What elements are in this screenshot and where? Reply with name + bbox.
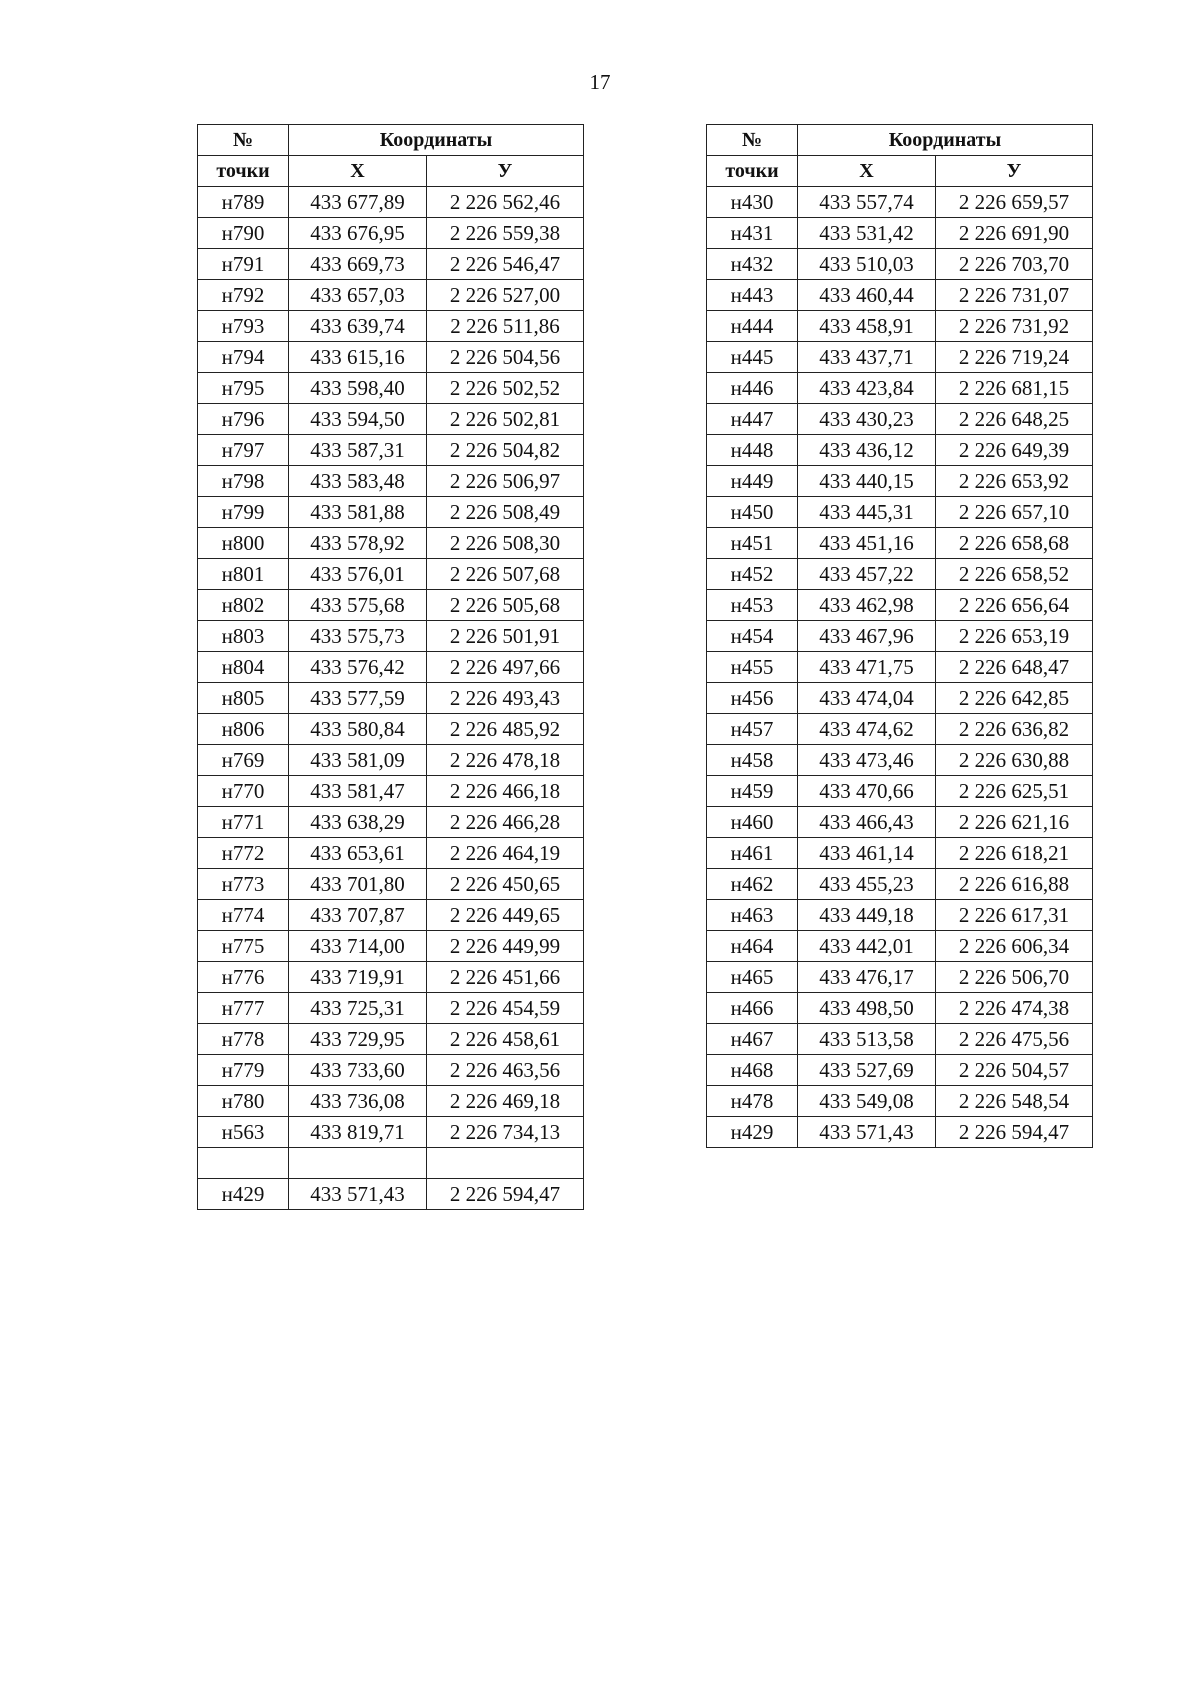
point-id-cell: н797 [198, 435, 289, 466]
table-row [198, 621, 584, 652]
y-coordinate-cell: 2 226 734,13 [427, 1117, 584, 1148]
table-row [198, 404, 584, 435]
y-coordinate-cell: 2 226 648,25 [936, 404, 1093, 435]
y-coordinate-cell: 2 226 606,34 [936, 931, 1093, 962]
x-coordinate-cell: 433 430,23 [798, 404, 936, 435]
point-id-cell: н478 [707, 1086, 798, 1117]
x-coordinate-cell: 433 445,31 [798, 497, 936, 528]
header-coordinates: Координаты [289, 125, 584, 156]
table-row [707, 280, 1093, 311]
point-id-cell: н430 [707, 187, 798, 218]
point-id-cell: н443 [707, 280, 798, 311]
point-id-cell: н802 [198, 590, 289, 621]
y-coordinate-cell: 2 226 506,70 [936, 962, 1093, 993]
x-coordinate-cell: 433 578,92 [289, 528, 427, 559]
x-coordinate-cell: 433 653,61 [289, 838, 427, 869]
point-id-cell: н769 [198, 745, 289, 776]
table-row [198, 1179, 584, 1210]
table-row [198, 931, 584, 962]
point-id-cell: н804 [198, 652, 289, 683]
point-id-cell: н466 [707, 993, 798, 1024]
table-row [707, 745, 1093, 776]
point-id-cell: н450 [707, 497, 798, 528]
point-id-cell: н429 [198, 1179, 289, 1210]
point-id-cell: н468 [707, 1055, 798, 1086]
y-coordinate-cell: 2 226 630,88 [936, 745, 1093, 776]
table-row [198, 1117, 584, 1148]
table-row [707, 218, 1093, 249]
point-id-cell: н454 [707, 621, 798, 652]
table-row [707, 435, 1093, 466]
point-id-cell: н795 [198, 373, 289, 404]
x-coordinate-cell: 433 577,59 [289, 683, 427, 714]
x-coordinate-cell: 433 576,01 [289, 559, 427, 590]
x-coordinate-cell: 433 615,16 [289, 342, 427, 373]
point-id-cell: н457 [707, 714, 798, 745]
y-coordinate-cell: 2 226 656,64 [936, 590, 1093, 621]
x-coordinate-cell: 433 669,73 [289, 249, 427, 280]
point-id-cell: н800 [198, 528, 289, 559]
point-id-cell: н803 [198, 621, 289, 652]
x-coordinate-cell: 433 440,15 [798, 466, 936, 497]
table-row [707, 962, 1093, 993]
header-x: X [289, 156, 427, 187]
y-coordinate-cell: 2 226 653,19 [936, 621, 1093, 652]
x-coordinate-cell: 433 423,84 [798, 373, 936, 404]
y-coordinate-cell: 2 226 621,16 [936, 807, 1093, 838]
point-id-cell: н778 [198, 1024, 289, 1055]
point-id-cell: н431 [707, 218, 798, 249]
y-coordinate-cell: 2 226 508,30 [427, 528, 584, 559]
table-row [707, 900, 1093, 931]
y-coordinate-cell: 2 226 504,57 [936, 1055, 1093, 1086]
point-id-cell [198, 1148, 289, 1179]
x-coordinate-cell: 433 531,42 [798, 218, 936, 249]
y-coordinate-cell: 2 226 474,38 [936, 993, 1093, 1024]
y-coordinate-cell: 2 226 450,65 [427, 869, 584, 900]
table-row [707, 652, 1093, 683]
y-coordinate-cell: 2 226 546,47 [427, 249, 584, 280]
table-row [198, 683, 584, 714]
table-row [198, 435, 584, 466]
table-row [198, 652, 584, 683]
table-row [198, 311, 584, 342]
y-coordinate-cell: 2 226 485,92 [427, 714, 584, 745]
x-coordinate-cell: 433 474,62 [798, 714, 936, 745]
y-coordinate-cell: 2 226 458,61 [427, 1024, 584, 1055]
x-coordinate-cell: 433 677,89 [289, 187, 427, 218]
point-id-cell: н444 [707, 311, 798, 342]
point-id-cell: н445 [707, 342, 798, 373]
y-coordinate-cell: 2 226 653,92 [936, 466, 1093, 497]
table-header [707, 125, 1093, 187]
point-id-cell: н456 [707, 683, 798, 714]
y-coordinate-cell: 2 226 504,56 [427, 342, 584, 373]
y-coordinate-cell: 2 226 506,97 [427, 466, 584, 497]
x-coordinate-cell: 433 638,29 [289, 807, 427, 838]
table-row [198, 187, 584, 218]
point-id-cell: н776 [198, 962, 289, 993]
point-id-cell: н462 [707, 869, 798, 900]
x-coordinate-cell: 433 436,12 [798, 435, 936, 466]
table-row [707, 373, 1093, 404]
y-coordinate-cell: 2 226 559,38 [427, 218, 584, 249]
table-row [707, 187, 1093, 218]
x-coordinate-cell: 433 587,31 [289, 435, 427, 466]
header-point: точки [198, 156, 289, 187]
point-id-cell: н447 [707, 404, 798, 435]
header-coordinates: Координаты [798, 125, 1093, 156]
header-num-sign: № [707, 125, 798, 156]
y-coordinate-cell: 2 226 616,88 [936, 869, 1093, 900]
point-id-cell: н777 [198, 993, 289, 1024]
point-id-cell: н796 [198, 404, 289, 435]
table-row [198, 993, 584, 1024]
x-coordinate-cell: 433 513,58 [798, 1024, 936, 1055]
table-row [707, 931, 1093, 962]
x-coordinate-cell: 433 575,73 [289, 621, 427, 652]
table-row [198, 776, 584, 807]
y-coordinate-cell: 2 226 451,66 [427, 962, 584, 993]
point-id-cell: н463 [707, 900, 798, 931]
table-row [198, 466, 584, 497]
x-coordinate-cell: 433 466,43 [798, 807, 936, 838]
x-coordinate-cell: 433 581,47 [289, 776, 427, 807]
table-row [707, 1024, 1093, 1055]
x-coordinate-cell: 433 707,87 [289, 900, 427, 931]
y-coordinate-cell: 2 226 562,46 [427, 187, 584, 218]
x-coordinate-cell: 433 557,74 [798, 187, 936, 218]
point-id-cell: н805 [198, 683, 289, 714]
point-id-cell: н798 [198, 466, 289, 497]
y-coordinate-cell: 2 226 625,51 [936, 776, 1093, 807]
table-row [198, 218, 584, 249]
table-row [707, 404, 1093, 435]
y-coordinate-cell: 2 226 657,10 [936, 497, 1093, 528]
x-coordinate-cell: 433 736,08 [289, 1086, 427, 1117]
y-coordinate-cell: 2 226 475,56 [936, 1024, 1093, 1055]
point-id-cell: н789 [198, 187, 289, 218]
x-coordinate-cell: 433 576,42 [289, 652, 427, 683]
table-row [198, 745, 584, 776]
header-y: У [427, 156, 584, 187]
table-header [198, 125, 584, 187]
x-coordinate-cell: 433 462,98 [798, 590, 936, 621]
x-coordinate-cell: 433 598,40 [289, 373, 427, 404]
x-coordinate-cell: 433 442,01 [798, 931, 936, 962]
y-coordinate-cell: 2 226 469,18 [427, 1086, 584, 1117]
table-row [198, 249, 584, 280]
point-id-cell: н458 [707, 745, 798, 776]
point-id-cell: н429 [707, 1117, 798, 1148]
table-row [198, 900, 584, 931]
table-row [707, 559, 1093, 590]
x-coordinate-cell: 433 583,48 [289, 466, 427, 497]
y-coordinate-cell: 2 226 449,65 [427, 900, 584, 931]
table-row [707, 342, 1093, 373]
table-row [707, 249, 1093, 280]
table-row [198, 590, 584, 621]
y-coordinate-cell: 2 226 497,66 [427, 652, 584, 683]
y-coordinate-cell: 2 226 731,07 [936, 280, 1093, 311]
y-coordinate-cell [427, 1148, 584, 1179]
table-body-right [707, 187, 1093, 1148]
y-coordinate-cell: 2 226 648,47 [936, 652, 1093, 683]
point-id-cell: н452 [707, 559, 798, 590]
table-row [198, 1055, 584, 1086]
table-row [198, 559, 584, 590]
header-x: X [798, 156, 936, 187]
point-id-cell: н455 [707, 652, 798, 683]
point-id-cell: н806 [198, 714, 289, 745]
x-coordinate-cell: 433 719,91 [289, 962, 427, 993]
y-coordinate-cell: 2 226 501,91 [427, 621, 584, 652]
y-coordinate-cell: 2 226 636,82 [936, 714, 1093, 745]
point-id-cell: н771 [198, 807, 289, 838]
table-row [707, 838, 1093, 869]
x-coordinate-cell: 433 451,16 [798, 528, 936, 559]
header-num-sign: № [198, 125, 289, 156]
x-coordinate-cell: 433 571,43 [798, 1117, 936, 1148]
table-row [198, 962, 584, 993]
x-coordinate-cell: 433 580,84 [289, 714, 427, 745]
table-row [198, 373, 584, 404]
y-coordinate-cell: 2 226 594,47 [936, 1117, 1093, 1148]
x-coordinate-cell: 433 714,00 [289, 931, 427, 962]
point-id-cell: н461 [707, 838, 798, 869]
table-row [707, 311, 1093, 342]
table-row [198, 342, 584, 373]
table-row [707, 714, 1093, 745]
x-coordinate-cell: 433 594,50 [289, 404, 427, 435]
x-coordinate-cell: 433 527,69 [798, 1055, 936, 1086]
table-row [198, 1024, 584, 1055]
table-row [707, 1055, 1093, 1086]
x-coordinate-cell: 433 581,88 [289, 497, 427, 528]
y-coordinate-cell: 2 226 507,68 [427, 559, 584, 590]
y-coordinate-cell: 2 226 478,18 [427, 745, 584, 776]
x-coordinate-cell [289, 1148, 427, 1179]
table-row [198, 869, 584, 900]
point-id-cell: н801 [198, 559, 289, 590]
x-coordinate-cell: 433 819,71 [289, 1117, 427, 1148]
table-row [707, 993, 1093, 1024]
table-row [198, 497, 584, 528]
y-coordinate-cell: 2 226 642,85 [936, 683, 1093, 714]
table-row [198, 528, 584, 559]
page-number: 17 [589, 70, 611, 94]
table-row [198, 1148, 584, 1179]
x-coordinate-cell: 433 581,09 [289, 745, 427, 776]
x-coordinate-cell: 433 458,91 [798, 311, 936, 342]
table-row [707, 776, 1093, 807]
coordinates-table-right [706, 124, 1093, 1148]
table-row [707, 807, 1093, 838]
x-coordinate-cell: 433 460,44 [798, 280, 936, 311]
point-id-cell: н563 [198, 1117, 289, 1148]
table-row [707, 466, 1093, 497]
y-coordinate-cell: 2 226 466,18 [427, 776, 584, 807]
y-coordinate-cell: 2 226 719,24 [936, 342, 1093, 373]
y-coordinate-cell: 2 226 505,68 [427, 590, 584, 621]
point-id-cell: н467 [707, 1024, 798, 1055]
y-coordinate-cell: 2 226 511,86 [427, 311, 584, 342]
table-body-left [198, 187, 584, 1210]
x-coordinate-cell: 433 473,46 [798, 745, 936, 776]
x-coordinate-cell: 433 549,08 [798, 1086, 936, 1117]
y-coordinate-cell: 2 226 493,43 [427, 683, 584, 714]
y-coordinate-cell: 2 226 463,56 [427, 1055, 584, 1086]
table-row [198, 838, 584, 869]
y-coordinate-cell: 2 226 527,00 [427, 280, 584, 311]
x-coordinate-cell: 433 498,50 [798, 993, 936, 1024]
header-point: точки [707, 156, 798, 187]
table-row [707, 497, 1093, 528]
y-coordinate-cell: 2 226 454,59 [427, 993, 584, 1024]
point-id-cell: н791 [198, 249, 289, 280]
y-coordinate-cell: 2 226 504,82 [427, 435, 584, 466]
table-row [198, 714, 584, 745]
y-coordinate-cell: 2 226 618,21 [936, 838, 1093, 869]
x-coordinate-cell: 433 437,71 [798, 342, 936, 373]
x-coordinate-cell: 433 733,60 [289, 1055, 427, 1086]
point-id-cell: н459 [707, 776, 798, 807]
point-id-cell: н774 [198, 900, 289, 931]
table-row [707, 1117, 1093, 1148]
x-coordinate-cell: 433 571,43 [289, 1179, 427, 1210]
point-id-cell: н794 [198, 342, 289, 373]
point-id-cell: н780 [198, 1086, 289, 1117]
point-id-cell: н772 [198, 838, 289, 869]
x-coordinate-cell: 433 461,14 [798, 838, 936, 869]
x-coordinate-cell: 433 449,18 [798, 900, 936, 931]
x-coordinate-cell: 433 474,04 [798, 683, 936, 714]
table-row [707, 869, 1093, 900]
point-id-cell: н451 [707, 528, 798, 559]
x-coordinate-cell: 433 729,95 [289, 1024, 427, 1055]
x-coordinate-cell: 433 676,95 [289, 218, 427, 249]
x-coordinate-cell: 433 657,03 [289, 280, 427, 311]
point-id-cell: н448 [707, 435, 798, 466]
point-id-cell: н449 [707, 466, 798, 497]
y-coordinate-cell: 2 226 508,49 [427, 497, 584, 528]
y-coordinate-cell: 2 226 502,81 [427, 404, 584, 435]
x-coordinate-cell: 433 575,68 [289, 590, 427, 621]
y-coordinate-cell: 2 226 703,70 [936, 249, 1093, 280]
y-coordinate-cell: 2 226 691,90 [936, 218, 1093, 249]
point-id-cell: н799 [198, 497, 289, 528]
point-id-cell: н465 [707, 962, 798, 993]
x-coordinate-cell: 433 476,17 [798, 962, 936, 993]
point-id-cell: н790 [198, 218, 289, 249]
y-coordinate-cell: 2 226 449,99 [427, 931, 584, 962]
x-coordinate-cell: 433 455,23 [798, 869, 936, 900]
table-row [198, 280, 584, 311]
x-coordinate-cell: 433 471,75 [798, 652, 936, 683]
x-coordinate-cell: 433 510,03 [798, 249, 936, 280]
point-id-cell: н432 [707, 249, 798, 280]
y-coordinate-cell: 2 226 617,31 [936, 900, 1093, 931]
table-row [198, 807, 584, 838]
x-coordinate-cell: 433 701,80 [289, 869, 427, 900]
x-coordinate-cell: 433 467,96 [798, 621, 936, 652]
point-id-cell: н779 [198, 1055, 289, 1086]
point-id-cell: н793 [198, 311, 289, 342]
x-coordinate-cell: 433 470,66 [798, 776, 936, 807]
x-coordinate-cell: 433 725,31 [289, 993, 427, 1024]
y-coordinate-cell: 2 226 464,19 [427, 838, 584, 869]
point-id-cell: н446 [707, 373, 798, 404]
point-id-cell: н792 [198, 280, 289, 311]
table-row [707, 590, 1093, 621]
point-id-cell: н453 [707, 590, 798, 621]
y-coordinate-cell: 2 226 731,92 [936, 311, 1093, 342]
y-coordinate-cell: 2 226 466,28 [427, 807, 584, 838]
point-id-cell: н770 [198, 776, 289, 807]
y-coordinate-cell: 2 226 681,15 [936, 373, 1093, 404]
point-id-cell: н773 [198, 869, 289, 900]
y-coordinate-cell: 2 226 658,52 [936, 559, 1093, 590]
table-row [707, 683, 1093, 714]
point-id-cell: н775 [198, 931, 289, 962]
y-coordinate-cell: 2 226 548,54 [936, 1086, 1093, 1117]
y-coordinate-cell: 2 226 659,57 [936, 187, 1093, 218]
y-coordinate-cell: 2 226 594,47 [427, 1179, 584, 1210]
table-row [198, 1086, 584, 1117]
y-coordinate-cell: 2 226 649,39 [936, 435, 1093, 466]
y-coordinate-cell: 2 226 658,68 [936, 528, 1093, 559]
table-row [707, 528, 1093, 559]
table-row [707, 1086, 1093, 1117]
x-coordinate-cell: 433 457,22 [798, 559, 936, 590]
y-coordinate-cell: 2 226 502,52 [427, 373, 584, 404]
table-row [707, 621, 1093, 652]
coordinates-table-left [197, 124, 584, 1210]
point-id-cell: н464 [707, 931, 798, 962]
header-y: У [936, 156, 1093, 187]
x-coordinate-cell: 433 639,74 [289, 311, 427, 342]
point-id-cell: н460 [707, 807, 798, 838]
